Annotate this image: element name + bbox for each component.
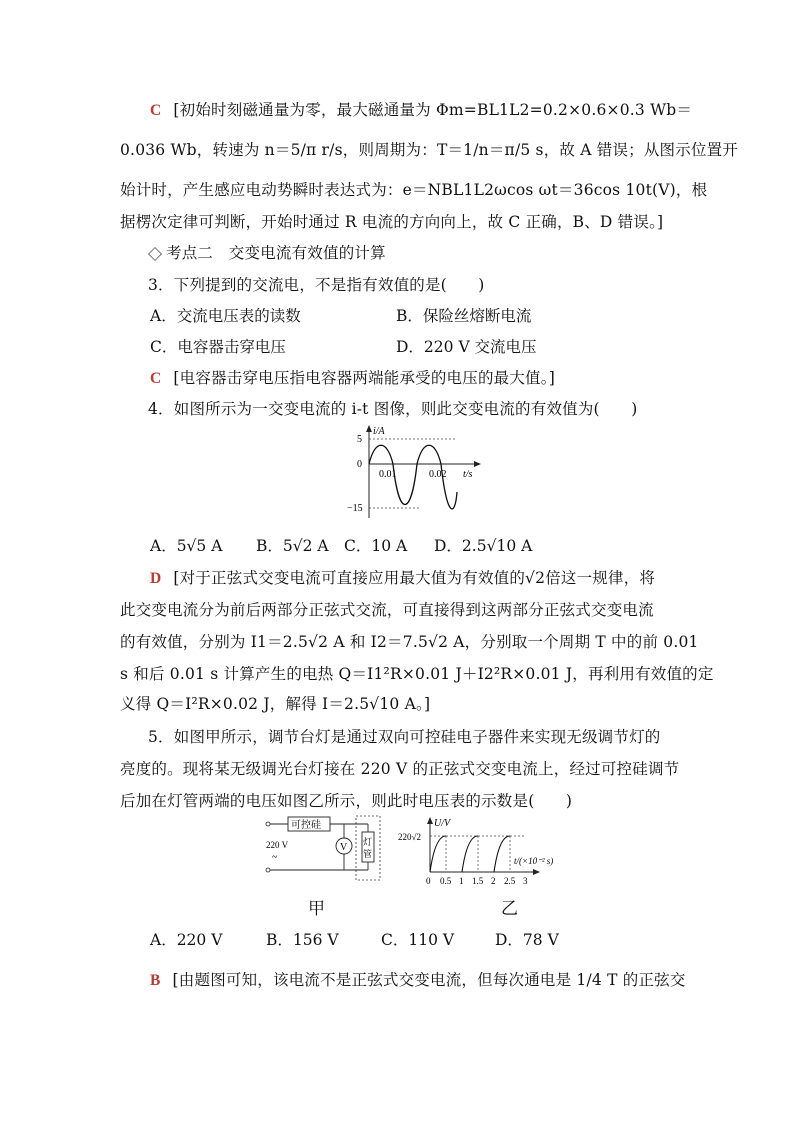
q4-answer-line-3: 的有效值，分别为 I1＝2.5√2 A 和 I2＝7.5√2 A，分别取一个周期 T 中的前 0.01 (120, 633, 699, 651)
q5-source-tilde: ~ (272, 852, 278, 863)
q4-answer-line-5: 义得 Q＝I²R×0.02 J，解得 I＝2.5√10 A。] (120, 695, 431, 713)
q5-voltage-graph (396, 814, 596, 888)
q5-graph-tick-6: 3 (523, 876, 528, 886)
q2-answer-line-3: 始计时，产生感应电动势瞬时表达式为：e＝NBL1L2ωcos ωt＝36cos 10t(V)，根 (120, 181, 708, 199)
q2-answer-line-1: C [初始时刻磁通量为零，最大磁通量为 Φm=BL1L2=0.2×0.6×0.3 Wb＝ (150, 101, 693, 119)
q3-option-c: C．电容器击穿电压 (150, 338, 286, 356)
q3-option-b: B．保险丝熔断电流 (396, 307, 532, 325)
q5-graph-ypeak: 220√2 (398, 832, 421, 842)
q5-option-a: A．220 V (150, 931, 223, 949)
q5-answer-letter: B (150, 972, 161, 989)
q2-answer-line-2: 0.036 Wb，转速为 n＝5/π r/s，则周期为：T＝1/n＝π/5 s，故 A 错误；从图示位置开 (120, 141, 739, 159)
q2-answer-line-4: 据楞次定律可判断，开始时通过 R 电流的方向向上，故 C 正确，B、D 错误。] (120, 213, 664, 231)
q4-answer-line-2: 此交变电流分为前后两部分正弦式交流，可直接得到这两部分正弦式交变电流 (120, 601, 654, 619)
q5-answer: B [由题图可知，该电流不是正弦式交变电流，但每次通电是 1/4 T 的正弦交 (150, 971, 686, 989)
q4-graph-x2: 0.02 (429, 469, 447, 480)
q5-caption-left: 甲 (308, 899, 325, 919)
q5-stem-line-3: 后加在灯管两端的电压如图乙所示，则此时电压表的示数是( ) (120, 792, 573, 810)
q5-graph-tick-5: 2.5 (504, 876, 516, 886)
q5-lamp-label-2: 管 (363, 849, 373, 859)
q3-option-d: D．220 V 交流电压 (396, 338, 537, 356)
q5-circuit-diagram (262, 814, 392, 886)
q4-stem: 4．如图所示为一交变电流的 i-t 图像，则此交变电流的有效值为( ) (148, 400, 638, 418)
q5-stem-line-2: 亮度的。现将某无级调光台灯接在 220 V 的正弦式交变电流上，经过可控硅调节 (120, 760, 680, 778)
q4-graph-y-origin: 0 (357, 459, 362, 470)
q4-option-d: D．2.5√10 A (434, 537, 533, 555)
q4-it-graph (345, 422, 485, 522)
q4-graph-x1: 0.01 (379, 469, 397, 480)
q5-scr-label: 可控硅 (291, 820, 321, 831)
q3-answer: C [电容器击穿电压指电容器两端能承受的电压的最大值。] (150, 369, 555, 387)
q5-option-c: C．110 V (381, 931, 455, 949)
q4-answer-letter: D (150, 570, 162, 587)
q4-option-c: C．10 A (344, 537, 408, 555)
q5-option-d: D．78 V (495, 931, 559, 949)
q5-graph-tick-0: 0 (426, 876, 431, 886)
q5-option-b: B．156 V (266, 931, 339, 949)
q4-answer-line-4: s 和后 0.01 s 计算产生的电热 Q＝I1²R×0.01 J＋I2²R×0.01 J，再利用有效值的定 (120, 665, 714, 683)
q4-graph-ylabel: i/A (373, 426, 385, 437)
q4-answer-line-1: D [对于正弦式交变电流可直接应用最大值为有效值的√2倍这一规律，将 (150, 569, 656, 587)
q5-stem-line-1: 5．如图甲所示，调节台灯是通过双向可控硅电子器件来实现无级调节灯的 (148, 728, 661, 746)
q5-graph-tick-1: 0.5 (440, 876, 452, 886)
q2-answer-letter: C (150, 102, 162, 119)
q4-graph-y-bottom: −15 (347, 503, 363, 514)
q3-answer-letter: C (150, 370, 162, 387)
q5-graph-tick-3: 1.5 (472, 876, 484, 886)
q5-caption-right: 乙 (501, 899, 518, 919)
q5-graph-xlabel: t/(×10⁻² s) (514, 856, 554, 866)
q5-graph-tick-4: 2 (491, 876, 496, 886)
section-heading: 考点二 交变电流有效值的计算 (148, 241, 386, 263)
q5-graph-tick-2: 1 (459, 876, 464, 886)
q3-option-a: A．交流电压表的读数 (150, 307, 301, 325)
section-bullet-icon (148, 247, 162, 261)
q3-stem: 3．下列提到的交流电，不是指有效值的是( ) (148, 276, 485, 294)
q4-option-b: B．5√2 A (256, 537, 329, 555)
q5-lamp-label-1: 灯 (363, 837, 373, 847)
q4-graph-y-top: 5 (357, 434, 362, 445)
q4-option-a: A．5√5 A (150, 537, 223, 555)
q5-source-label: 220 V (266, 840, 289, 850)
q5-voltmeter-label: V (340, 842, 348, 853)
q4-graph-xlabel: t/s (463, 469, 473, 480)
q5-graph-ylabel: U/V (434, 818, 451, 829)
